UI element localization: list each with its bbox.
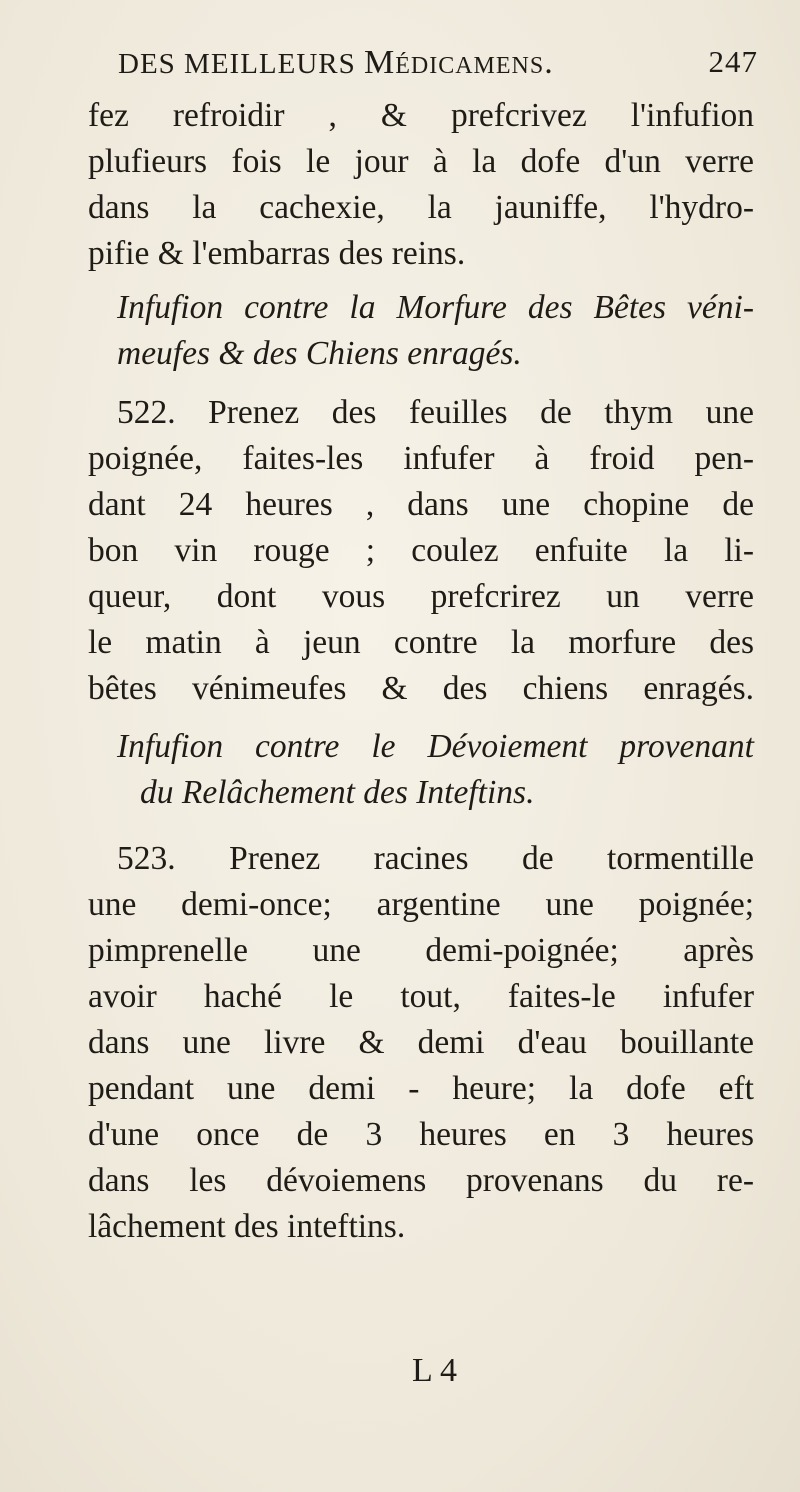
header-title-part1: DES MEILLEURS xyxy=(118,48,364,80)
page-number: 247 xyxy=(708,44,758,79)
text-line: bêtes vénimeufes & des chiens enragés. xyxy=(88,670,754,707)
text-line: dant 24 heures , dans une chopine de xyxy=(88,486,754,523)
text-line: le matin à jeun contre la morfure des xyxy=(88,624,754,661)
signature-mark: L 4 xyxy=(412,1352,458,1389)
text-line: plufieurs fois le jour à la dofe d'un verre xyxy=(88,143,754,180)
running-header xyxy=(118,44,758,82)
text-line: fez refroidir , & prefcrivez l'infufion xyxy=(88,97,754,134)
text-line: avoir haché le tout, faites-le infufer xyxy=(88,978,754,1015)
text-line: pendant une demi - heure; la dofe eft xyxy=(88,1070,754,1107)
header-title-part2: Médicamens. xyxy=(364,44,554,81)
text-line: lâchement des inteftins. xyxy=(88,1208,406,1245)
text-line: 523. Prenez racines de tormentille xyxy=(117,840,754,877)
text-line: dans la cachexie, la jauniffe, l'hydro- xyxy=(88,189,754,226)
section-heading-line: Infufion contre la Morfure des Bêtes véni- xyxy=(117,289,754,326)
text-line: queur, dont vous prefcrirez un verre xyxy=(88,578,754,615)
text-line: poignée, faites-les infufer à froid pen- xyxy=(88,440,754,477)
text-line: pimprenelle une demi-poignée; après xyxy=(88,932,754,969)
text-line: dans une livre & demi d'eau bouillante xyxy=(88,1024,754,1061)
text-line: dans les dévoiemens provenans du re- xyxy=(88,1162,754,1199)
section-heading-line: Infufion contre le Dévoiement provenant xyxy=(117,728,754,765)
section-heading-line: meufes & des Chiens enragés. xyxy=(117,335,522,372)
text-line: d'une once de 3 heures en 3 heures xyxy=(88,1116,754,1153)
text-line: pifie & l'embarras des reins. xyxy=(88,235,466,272)
text-line: 522. Prenez des feuilles de thym une xyxy=(117,394,754,431)
text-line: bon vin rouge ; coulez enfuite la li- xyxy=(88,532,754,569)
section-heading-line: du Relâchement des Inteftins. xyxy=(140,774,535,811)
text-line: une demi-once; argentine une poignée; xyxy=(88,886,754,923)
